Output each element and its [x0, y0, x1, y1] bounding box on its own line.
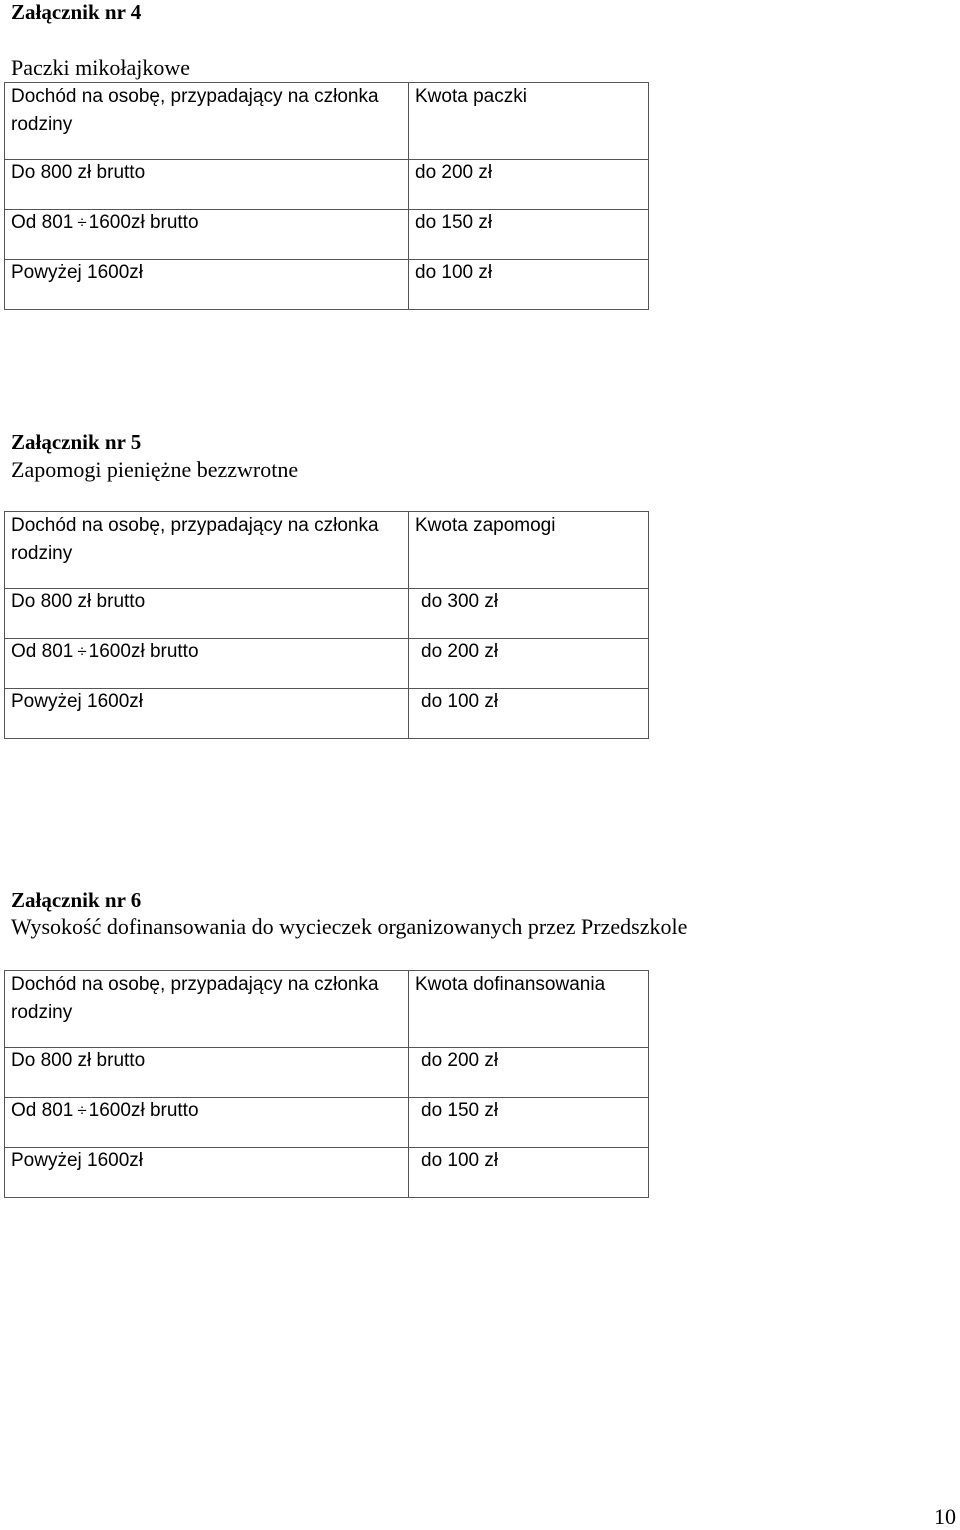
- header-amount: Kwota zapomogi: [409, 512, 649, 589]
- table-row: [5, 160, 649, 210]
- table-zapomogi: [4, 511, 649, 739]
- amount-cell: do 100 zł: [409, 1148, 649, 1198]
- income-cell: Powyżej 1600zł: [5, 1148, 409, 1198]
- income-cell: Do 800 zł brutto: [5, 1048, 409, 1098]
- table-row: [5, 689, 649, 739]
- income-cell: Od 801 ÷ 1600zł brutto: [5, 1098, 409, 1148]
- income-cell: Od 801 ÷ 1600zł brutto: [5, 210, 409, 260]
- section-heading-6: Załącznik nr 6: [11, 888, 142, 912]
- section-subtitle-6: Wysokość dofinansowania do wycieczek organizowanych przez Przedszkole: [11, 914, 688, 939]
- section-subtitle-5: Zapomogi pieniężne bezzwrotne: [11, 457, 299, 482]
- income-cell: Powyżej 1600zł: [5, 260, 409, 310]
- income-cell: Powyżej 1600zł: [5, 689, 409, 739]
- amount-cell: do 100 zł: [409, 260, 649, 310]
- table-header-row: [5, 83, 649, 160]
- amount-cell: do 200 zł: [409, 160, 649, 210]
- amount-cell: do 300 zł: [409, 589, 649, 639]
- divide-icon: ÷: [77, 642, 87, 661]
- section-heading-4: Załącznik nr 4: [11, 0, 142, 24]
- table-row: [5, 1148, 649, 1198]
- amount-cell: do 150 zł: [409, 1098, 649, 1148]
- amount-cell: do 200 zł: [409, 1048, 649, 1098]
- amount-cell: do 100 zł: [409, 689, 649, 739]
- table-row: [5, 589, 649, 639]
- table-header-row: [5, 512, 649, 589]
- section-heading-5: Załącznik nr 5: [11, 430, 142, 454]
- page-number: 10: [934, 1504, 956, 1529]
- income-cell: Od 801 ÷ 1600zł brutto: [5, 639, 409, 689]
- income-cell: Do 800 zł brutto: [5, 160, 409, 210]
- table-row: [5, 1048, 649, 1098]
- section-subtitle-4: Paczki mikołajkowe: [11, 55, 191, 80]
- amount-cell: do 150 zł: [409, 210, 649, 260]
- table-row: [5, 639, 649, 689]
- header-income: Dochód na osobę, przypadający na członka rodziny: [5, 971, 409, 1048]
- header-income: Dochód na osobę, przypadający na członka rodziny: [5, 512, 409, 589]
- table-row: [5, 1098, 649, 1148]
- table-paczki: [4, 82, 649, 310]
- table-dofinansowanie: [4, 970, 649, 1198]
- table-row: [5, 260, 649, 310]
- table-header-row: [5, 971, 649, 1048]
- amount-cell: do 200 zł: [409, 639, 649, 689]
- table-row: [5, 210, 649, 260]
- income-cell: Do 800 zł brutto: [5, 589, 409, 639]
- header-amount: Kwota paczki: [409, 83, 649, 160]
- header-amount: Kwota dofinansowania: [409, 971, 649, 1048]
- header-income: Dochód na osobę, przypadający na członka rodziny: [5, 83, 409, 160]
- divide-icon: ÷: [77, 1101, 87, 1120]
- divide-icon: ÷: [77, 213, 87, 232]
